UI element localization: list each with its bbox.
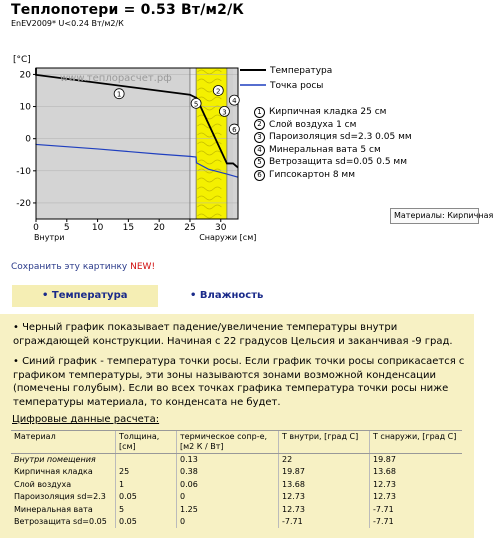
- layer-number-badge: 5: [254, 157, 265, 168]
- y-tick-label: 20: [19, 70, 31, 81]
- legend-label-dewpoint: Точка росы: [270, 81, 324, 91]
- table-header-row: [11, 431, 462, 454]
- table-cell: 12.73: [279, 491, 370, 503]
- x-label-outside: Снаружи [см]: [199, 233, 257, 242]
- table-cell: 12.73: [370, 491, 463, 503]
- table-cell: Минеральная вата: [14, 504, 93, 514]
- layer-marker-label: 2: [216, 87, 221, 96]
- layer-marker-label: 6: [232, 126, 237, 135]
- layer-item: [254, 106, 412, 119]
- layer-marker-label: 4: [232, 97, 237, 106]
- table-cell: Слой воздуха: [14, 479, 72, 489]
- legend-label-temperature: Температура: [270, 66, 333, 76]
- y-tick-label: -10: [16, 166, 31, 177]
- table-cell: 13.68: [279, 479, 370, 491]
- table-cell: 5: [116, 504, 177, 516]
- x-tick-label: 0: [33, 223, 39, 233]
- layer-label: Пароизоляция sd=2.3 0.05 мм: [269, 132, 412, 143]
- table-cell: 12.73: [279, 504, 370, 516]
- layer-number-badge: 2: [254, 119, 265, 130]
- materials-tooltip: Материалы: Кирпичная: [390, 208, 479, 224]
- col-header-t-outside: T снаружи, [град С]: [370, 431, 463, 454]
- x-tick-label: 15: [122, 223, 135, 233]
- table-cell: 0: [177, 516, 279, 528]
- save-image-link[interactable]: [11, 262, 155, 272]
- table-cell: 1: [116, 479, 177, 491]
- layer-marker-label: 3: [222, 108, 227, 117]
- tab-humidity-label[interactable]: Влажность: [199, 290, 264, 301]
- layer-item: [254, 169, 412, 182]
- layer-item: [254, 119, 412, 132]
- table-cell: -7.71: [279, 516, 370, 528]
- table-cell: -7.71: [370, 504, 463, 516]
- table-row: [11, 516, 462, 528]
- layer-marker-label: 5: [193, 100, 199, 109]
- norm-subtitle: EnEV2009* U<0.24 Вт/м2/К: [11, 19, 124, 28]
- info-paragraph-temperature: • Черный график показывает падение/увеличение температуры внутри ограждающей конструкции. Начиная с 22 градусов Цельсия и заканчивая -9 град.: [13, 322, 453, 347]
- table-row: [11, 466, 462, 478]
- layer-number-badge: 1: [254, 107, 265, 118]
- table-cell: Кирпичная кладка: [14, 467, 93, 477]
- x-tick-label: 30: [215, 223, 227, 233]
- table-cell: 1.25: [177, 504, 279, 516]
- new-badge: NEW!: [130, 262, 156, 272]
- table-cell: 0.05: [116, 491, 177, 503]
- layer-number-badge: 6: [254, 170, 265, 181]
- col-header-thickness: Толщина, [см]: [116, 431, 177, 454]
- layer-label: Гипсокартон 8 мм: [269, 169, 356, 180]
- layer-label: Минеральная вата 5 см: [269, 144, 381, 155]
- table-cell: [116, 454, 177, 467]
- layer-item: [254, 156, 412, 169]
- table-cell: 13.68: [370, 466, 463, 478]
- table-cell: -7.71: [370, 516, 463, 528]
- table-cell: Ветрозащита sd=0.05: [14, 517, 107, 527]
- table-row: [11, 491, 462, 503]
- table-cell: 0.05: [116, 516, 177, 528]
- layer-item: [254, 131, 412, 144]
- table-cell: 19.87: [370, 454, 463, 467]
- table-cell: 0.06: [177, 479, 279, 491]
- layer-number-badge: 4: [254, 145, 265, 156]
- table-cell: 25: [116, 466, 177, 478]
- table-cell: 22: [279, 454, 370, 467]
- layer-label: Кирпичная кладка 25 см: [269, 107, 387, 117]
- calc-table: [11, 430, 462, 528]
- table-cell: 12.73: [370, 479, 463, 491]
- table-row: [11, 454, 462, 467]
- y-tick-label: -20: [16, 198, 31, 209]
- col-header-resistance: термическое сопр-е, [м2 К / Вт]: [177, 431, 279, 454]
- layer-label: Слой воздуха 1 см: [269, 119, 357, 130]
- y-tick-label: 10: [19, 102, 31, 113]
- tab-temperature-label[interactable]: Температура: [51, 290, 128, 301]
- layer-list: [254, 106, 412, 182]
- y-tick-label: 0: [25, 134, 31, 145]
- table-row: [11, 504, 462, 516]
- plasterboard-layer: [227, 68, 233, 219]
- x-tick-label: 25: [184, 223, 196, 233]
- x-label-inside: Внутри: [34, 233, 65, 242]
- table-cell: 0.13: [177, 454, 279, 467]
- air-layer: [190, 68, 199, 219]
- save-image-text[interactable]: Сохранить эту картинку: [11, 262, 128, 272]
- tab-humidity[interactable]: • Влажность: [190, 290, 264, 301]
- y-unit-label: [°C]: [13, 55, 31, 65]
- table-cell: 19.87: [279, 466, 370, 478]
- table-cell: Пароизоляция sd=2.3: [14, 492, 106, 502]
- table-cell: 0.38: [177, 466, 279, 478]
- calc-data-title: Цифровые данные расчета:: [12, 414, 160, 425]
- layer-item: [254, 144, 412, 157]
- layer-marker-label: 1: [116, 90, 122, 99]
- col-header-t-inside: T внутри, [град С]: [279, 431, 370, 454]
- x-tick-label: 20: [153, 223, 165, 233]
- table-row: [11, 479, 462, 491]
- info-paragraph-dewpoint: • Синий график - температура точки росы. Если график точки росы соприкасается с графиком температуры, эти зоны называются зонами возможной конденсации (помечены голубым). Если во всех точках графика температура точки росы ниже температуры материала, то конденсата не будет.: [13, 356, 465, 408]
- tab-temperature[interactable]: • Температура: [12, 285, 158, 307]
- watermark: www.теплорасчет.рф: [60, 73, 172, 84]
- table-cell: 0: [177, 491, 279, 503]
- table-cell: Внутри помещения: [14, 455, 96, 464]
- col-header-material: Материал: [11, 431, 116, 454]
- page-title: Теплопотери = 0.53 Вт/м2/К: [11, 2, 245, 18]
- x-tick-label: 10: [91, 223, 104, 233]
- x-tick-label: 5: [63, 223, 70, 233]
- layer-label: Ветрозащита sd=0.05 0.5 мм: [269, 157, 408, 168]
- layer-number-badge: 3: [254, 132, 265, 143]
